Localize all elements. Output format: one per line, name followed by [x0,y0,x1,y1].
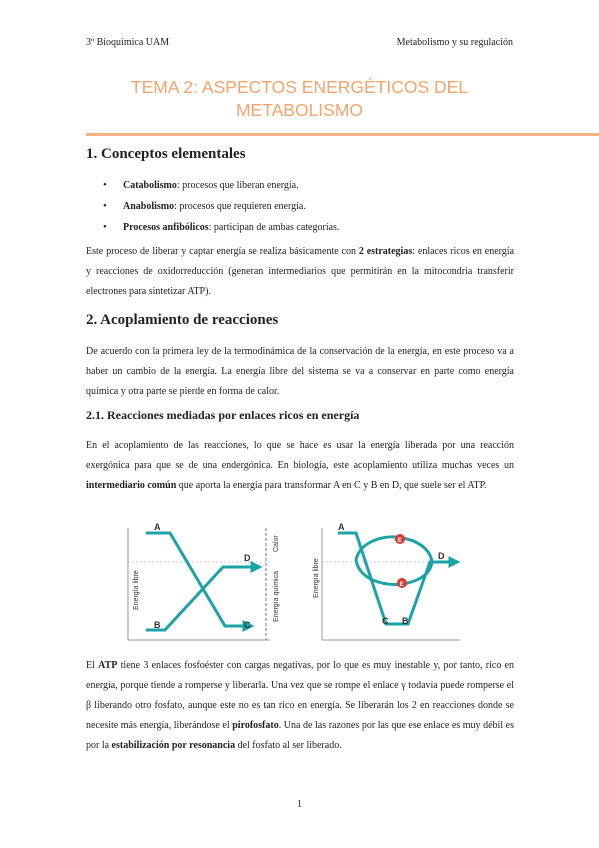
energy-marker-top-label: E [397,537,402,544]
list-item [86,217,339,238]
point-d-label: D [244,553,251,563]
atp-paragraph: El ATP tiene 3 enlaces fosfoéster con cargas negativas, por lo que es muy inestable y, por tanto, rico en energía, porque tiende a romperse y liberarla. Una vez que se rompe el enlace γ todavía puede romperse el β liberando otro fosfato, aunque este no es tan rico en energía. Se liberarán los 2 en reacciones donde se necesite más energía, liberándose el pirofosfato. Una de las razones por las que ese enlace es muy débil es por la estabilización por resonancia del fosfato al ser liberado. [86,660,515,751]
chemical-energy-label: Energía química [273,571,280,622]
section-2-heading: 2. Acoplamiento de reacciones [86,312,279,328]
point-c-label: C [382,616,389,626]
bullet-term: Anabolismo [123,201,175,212]
bullet-text: : participan de ambas categorías. [208,222,340,233]
energy-marker-bottom-label: E [399,581,404,588]
list-item [86,175,339,196]
header-right: Metabolismo y su regulación [396,37,513,48]
right-diagram [313,522,460,640]
left-diagram [128,522,280,640]
intermediary-paragraph: En el acoplamiento de las reacciones, lo que se hace es usar la energía liberada por una reacción exergónica para que se de una endergónica. En biología, este acoplamiento utiliza muchas veces un intermediario común que aporta la energía para transformar A en C y B en D, que suele ser el ATP. [86,440,514,491]
bullet-term: Catabolismo [123,180,177,191]
page-title [0,76,599,122]
title-line-2: METABOLISMO [235,100,364,120]
y-axis-label: Energía libre [313,558,320,598]
point-a-label: A [154,522,161,532]
point-c-label: C [244,620,251,630]
point-b-label: B [402,616,409,626]
heat-label: Calor [273,535,280,552]
point-d-label: D [438,551,445,561]
list-item [86,196,339,217]
header-left: 3º Bioquímica UAM [86,37,170,48]
coupling-paragraph: De acuerdo con la primera ley de la termodinámica de la conservación de la energía, en este proceso va a haber un cambio de la energía. La energía libre del sistema se va a conservar en parte como energía química y otra parte se pierde en forma de calor. [86,346,514,397]
title-line-1: TEMA 2: ASPECTOS ENERGÉTICOS DEL [130,77,469,97]
point-a-label: A [338,522,345,532]
concepts-list [86,175,339,238]
title-rule [86,133,599,136]
strategies-paragraph: Este proceso de liberar y captar energía se realiza básicamente con 2 estrategias: enlaces ricos en energía y reacciones de oxidorreducción (generan intermediarios que permitirán en la mitocondria transferir electrones para sintetizar ATP). [86,246,515,297]
section-2-1-heading: 2.1. Reacciones mediadas por enlaces ricos en energía [86,408,360,422]
y-axis-label: Energía libre [133,570,140,610]
bullet-text: : procesos que liberan energía. [176,180,299,191]
point-b-label: B [154,620,161,630]
bullet-term: Procesos anfibólicos [123,222,209,233]
page-number: 1 [297,799,302,810]
section-1-heading: 1. Conceptos elementales [86,146,246,162]
bullet-text: : procesos que requieren energía. [174,201,306,212]
energy-coupling-figure [120,518,480,646]
